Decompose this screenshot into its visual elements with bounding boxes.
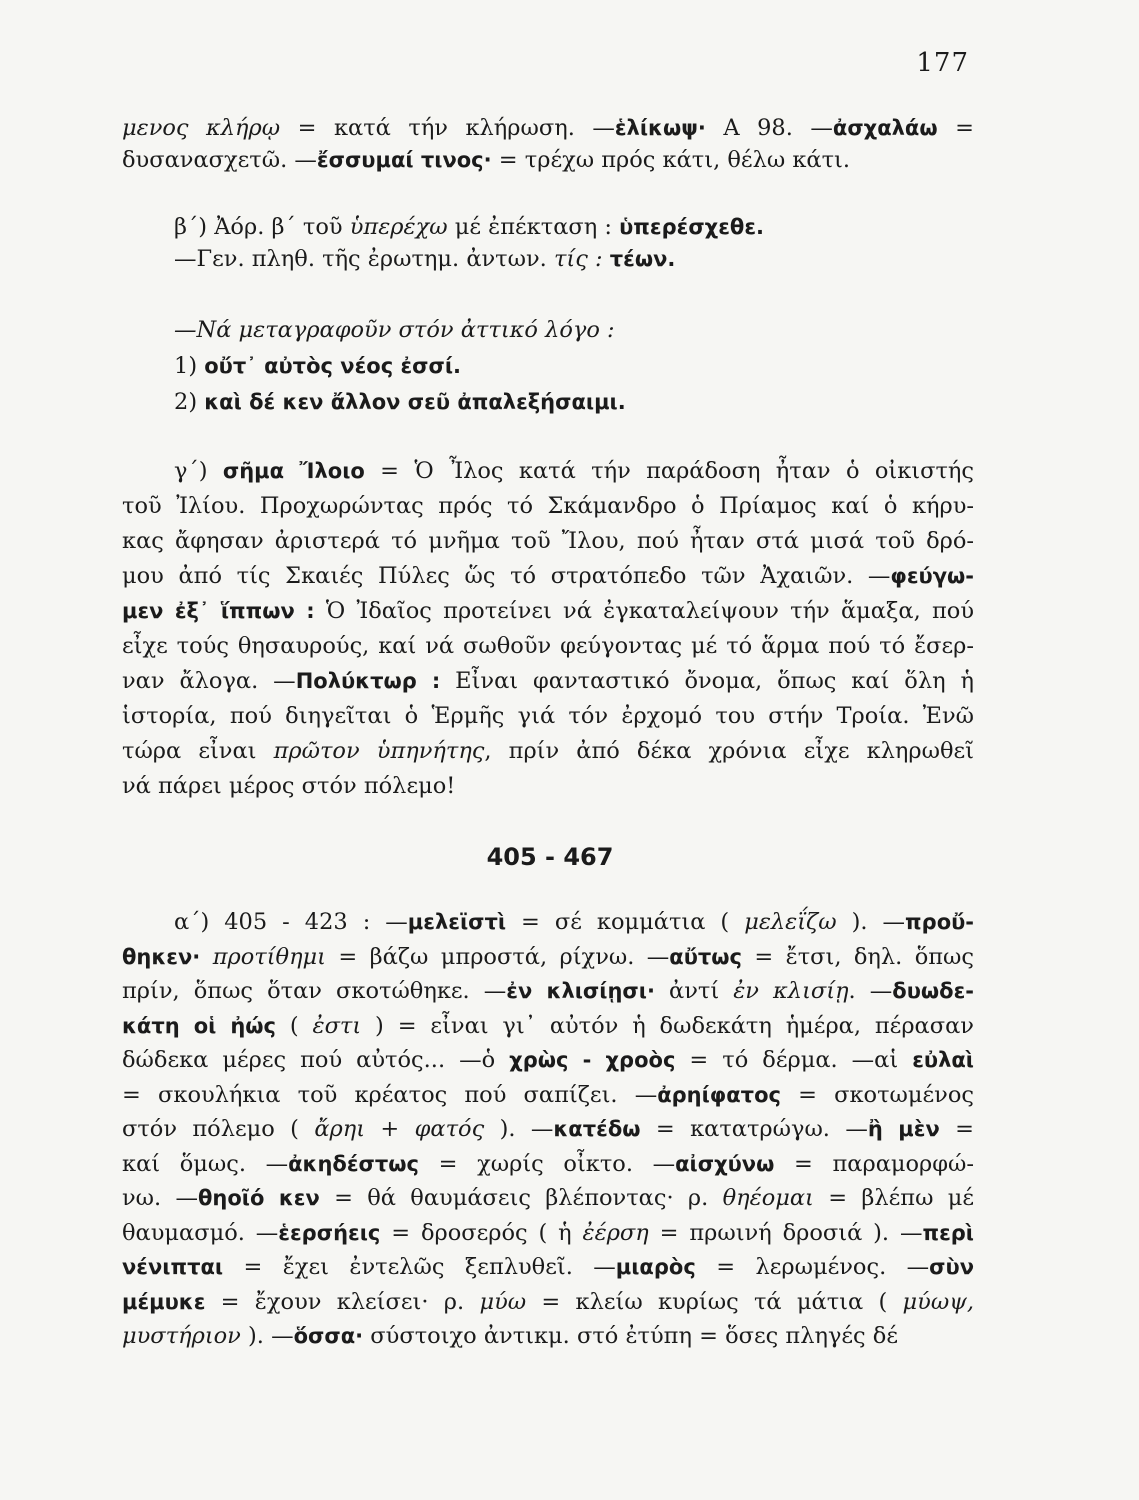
plain-text: 1): [174, 353, 205, 379]
text-line: [122, 144, 974, 176]
text-line: [174, 455, 974, 487]
bold-term: ἀρηίφατος: [657, 1082, 781, 1107]
italic-text: ὑπερέχω: [349, 214, 448, 240]
plain-text: =: [939, 1116, 974, 1142]
plain-text: = χωρίς οἶκτο. —: [419, 1150, 676, 1177]
plain-text: καί ὅμως. —: [122, 1150, 289, 1177]
bold-term: μιαρὸς: [615, 1255, 696, 1279]
bold-term: μεν ἐξ᾽ ἵππων :: [122, 599, 315, 623]
plain-text: = βάζω μπροστά, ρίχνω. —: [326, 943, 670, 970]
plain-text: = θά θαυμάσεις βλέποντας· ρ.: [319, 1185, 723, 1211]
italic-text: ἐν κλισίῃ: [733, 978, 849, 1004]
text-line: [122, 112, 974, 144]
plain-text: τοῦ Ἰλίου. Προχωρώντας πρός τό Σκάμανδρο ὁ Πρίαμος καί ὁ κήρυ-: [122, 493, 974, 519]
bold-term: μελεϊστὶ: [407, 910, 507, 934]
text-line: [122, 770, 974, 802]
text-line: [122, 700, 974, 732]
bold-term: ἀκηδέστως: [288, 1151, 419, 1176]
plain-text: β΄) Ἀόρ. β΄ τοῦ: [174, 214, 350, 240]
plain-text: = λερωμένος. —: [695, 1254, 930, 1280]
bold-term: κάτη οἱ ἠώς: [122, 1013, 276, 1038]
plain-text: = Ὁ Ἶλος κατά τήν παράδοση ἦταν ὁ οἰκιστής: [364, 458, 974, 484]
plain-text: στόν πόλεμο (: [122, 1116, 315, 1142]
plain-text: α΄) 405 - 423 : —: [174, 909, 408, 935]
bold-term: κατέδω: [553, 1117, 641, 1141]
plain-text: = σκοτωμένος: [780, 1081, 974, 1108]
page-number: 177: [916, 48, 969, 78]
plain-text: ναν ἄλογα. —: [122, 668, 296, 694]
bold-term: θηοῖό κεν: [197, 1186, 320, 1210]
bold-term: Πολύκτωρ :: [295, 669, 441, 693]
text-line: [122, 1113, 974, 1145]
italic-text: μύω: [479, 1288, 527, 1315]
bold-term: ἑλίκωψ·: [614, 116, 706, 140]
plain-text: ἀντί: [654, 978, 734, 1004]
text-line: [174, 386, 974, 418]
text-line: [122, 595, 974, 627]
text-line: [122, 560, 974, 592]
plain-text: δυσανασχετῶ. —: [122, 147, 317, 173]
text-line: [174, 243, 974, 275]
bold-term: ὅσσα·: [293, 1324, 364, 1348]
text-line: [122, 1010, 974, 1042]
text-line: [122, 665, 974, 697]
italic-text: πρῶτον ὑπηνήτης: [273, 738, 485, 764]
text-line: [122, 1217, 974, 1249]
plain-text: = κατά τήν κλήρωση. —: [280, 115, 615, 141]
italic-text: —Νά μεταγραφοῦν στόν ἀττικό λόγο :: [174, 317, 615, 343]
bold-term: ἑερσήεις: [278, 1220, 381, 1245]
bold-term: ἢ μὲν: [867, 1117, 940, 1141]
bold-term: φεύγω-: [890, 564, 974, 588]
bold-term: χρὼς - χροὸς: [509, 1048, 676, 1072]
plain-text: = τρέχω πρός κάτι, θέλω κάτι.: [491, 147, 851, 173]
bold-term: τέων.: [609, 247, 676, 271]
plain-text: ). —: [484, 1116, 554, 1142]
text-line: [122, 525, 974, 557]
text-line: [122, 1148, 974, 1180]
bold-term: δυωδε-: [892, 979, 974, 1003]
plain-text: . —: [848, 978, 893, 1004]
plain-text: νά πάρει μέρος στόν πόλεμο!: [122, 773, 456, 799]
bold-term: οὔτ᾽ αὐτὸς νέος ἐσσί.: [204, 354, 462, 378]
plain-text: (: [276, 1012, 313, 1039]
text-line: [122, 1320, 974, 1352]
plain-text: [603, 246, 610, 272]
bold-term: εὐλαὶ: [912, 1048, 974, 1072]
italic-text: θηέομαι: [722, 1185, 814, 1211]
plain-text: = ἔχει ἐντελῶς ξεπλυθεῖ. —: [223, 1254, 616, 1280]
plain-text: εἶχε τούς θησαυρούς, καί νά σωθοῦν φεύγοντας μέ τό ἅρμα πού τό ἔσερ-: [122, 633, 974, 659]
text-line: [122, 1044, 974, 1076]
plain-text: ). —: [240, 1323, 294, 1349]
text-line: [122, 1286, 974, 1318]
plain-text: = δροσερός ( ἡ: [380, 1219, 583, 1246]
italic-text: ἐστι: [312, 1012, 362, 1039]
plain-text: —Γεν. πληθ. τῆς ἐρωτημ. ἀντων.: [174, 246, 554, 272]
italic-text: μελεΐζω: [744, 909, 837, 935]
plain-text: Ὁ Ἰδαῖος προτείνει νά ἐγκαταλείψουν τήν ἅμαξα, πού: [314, 598, 974, 624]
bold-term: ἔσσυμαί τινος·: [316, 148, 492, 172]
bold-term: ἀσχαλάω: [832, 116, 938, 140]
plain-text: ) = εἶναι γι᾽ αὐτόν ἡ δωδεκάτη ἡμέρα, πέρασαν: [361, 1012, 974, 1039]
text-line: [122, 1079, 974, 1111]
bold-term: προὔ-: [905, 910, 974, 934]
plain-text: = κλείω κυρίως τά μάτια (: [526, 1288, 903, 1315]
bold-term: ὑπερέσχεθε.: [619, 215, 764, 239]
plain-text: γ΄): [174, 458, 223, 484]
plain-text: = κατατρώγω. —: [640, 1116, 868, 1142]
plain-text: = τό δέρμα. —αἱ: [675, 1047, 913, 1073]
bold-term: νένιπται: [122, 1255, 224, 1279]
text-line: [122, 941, 974, 973]
plain-text: ). —: [836, 909, 906, 935]
text-line: [122, 975, 974, 1007]
italic-text: προτίθημι: [212, 943, 326, 970]
plain-text: Εἶναι φανταστικό ὄνομα, ὅπως καί ὅλη ἡ: [440, 668, 974, 694]
plain-text: ἱστορία, πού διηγεῖται ὁ Ἑρμῆς γιά τόν ἐρχομό του στήν Τροία. Ἐνῶ: [122, 703, 974, 729]
plain-text: , πρίν ἀπό δέκα χρόνια εἶχε κληρωθεῖ: [484, 738, 974, 764]
italic-text: μενος κλήρῳ: [122, 115, 281, 141]
text-line: [122, 630, 974, 662]
plain-text: νω. —: [122, 1185, 198, 1211]
plain-text: τώρα εἶναι: [122, 738, 274, 764]
plain-text: μέ ἐπέκταση :: [447, 214, 620, 240]
plain-text: δώδεκα μέρες πού αὐτός... —ὁ: [122, 1047, 510, 1073]
plain-text: 2): [174, 389, 205, 415]
text-line: [122, 490, 974, 522]
plain-text: πρίν, ὅπως ὅταν σκοτώθηκε. —: [122, 978, 507, 1004]
italic-text: μυστήριον: [122, 1323, 241, 1349]
section-heading: 405 - 467: [486, 843, 614, 871]
text-line: [122, 735, 974, 767]
text-line: [174, 906, 974, 938]
plain-text: = ἔτσι, δηλ. ὅπως: [741, 943, 974, 970]
plain-text: Α 98. —: [705, 115, 833, 141]
italic-text: ἄρηι + φατός: [314, 1116, 485, 1142]
bold-term: ἐν κλισίῃσι·: [506, 979, 655, 1003]
text-line: [174, 211, 974, 243]
plain-text: =: [937, 115, 974, 141]
bold-term: θηκεν·: [122, 944, 201, 969]
plain-text: = παραμορφώ-: [774, 1150, 974, 1177]
plain-text: = σέ κομμάτια (: [506, 909, 745, 935]
bold-term: αἰσχύνω: [675, 1151, 775, 1176]
bold-term: αὔτως: [669, 944, 742, 969]
plain-text: θαυμασμό. —: [122, 1219, 279, 1246]
plain-text: σύστοιχο ἀντικμ. στό ἐτύπη = ὅσες πληγές δέ: [363, 1323, 899, 1349]
text-line: [122, 1182, 974, 1214]
plain-text: κας ἄφησαν ἀριστερά τό μνῆμα τοῦ Ἴλου, πού ἦταν στά μισά τοῦ δρό-: [122, 528, 974, 554]
italic-text: μύωψ,: [902, 1288, 974, 1315]
bold-term: σὺν: [929, 1255, 974, 1279]
plain-text: μου ἀπό τίς Σκαιές Πύλες ὥς τό στρατόπεδο τῶν Ἀχαιῶν. —: [122, 563, 891, 589]
plain-text: = βλέπω μέ: [813, 1185, 974, 1211]
plain-text: = σκουλήκια τοῦ κρέατος πού σαπίζει. —: [122, 1081, 658, 1108]
plain-text: = πρωινή δροσιά ). —: [648, 1219, 923, 1246]
italic-text: ἐέρση: [582, 1219, 649, 1246]
bold-term: μέμυκε: [122, 1289, 206, 1314]
bold-term: περὶ: [922, 1220, 974, 1245]
bold-term: σῆμα Ἴλοιο: [222, 459, 365, 483]
text-line: [174, 314, 974, 346]
text-line: [122, 1251, 974, 1283]
plain-text: [200, 944, 212, 970]
italic-text: τίς :: [553, 246, 603, 272]
plain-text: = ἔχουν κλείσει· ρ.: [205, 1288, 480, 1315]
bold-term: καὶ δέ κεν ἄλλον σεῦ ἀπαλεξήσαιμι.: [204, 390, 626, 414]
text-line: [174, 350, 974, 382]
